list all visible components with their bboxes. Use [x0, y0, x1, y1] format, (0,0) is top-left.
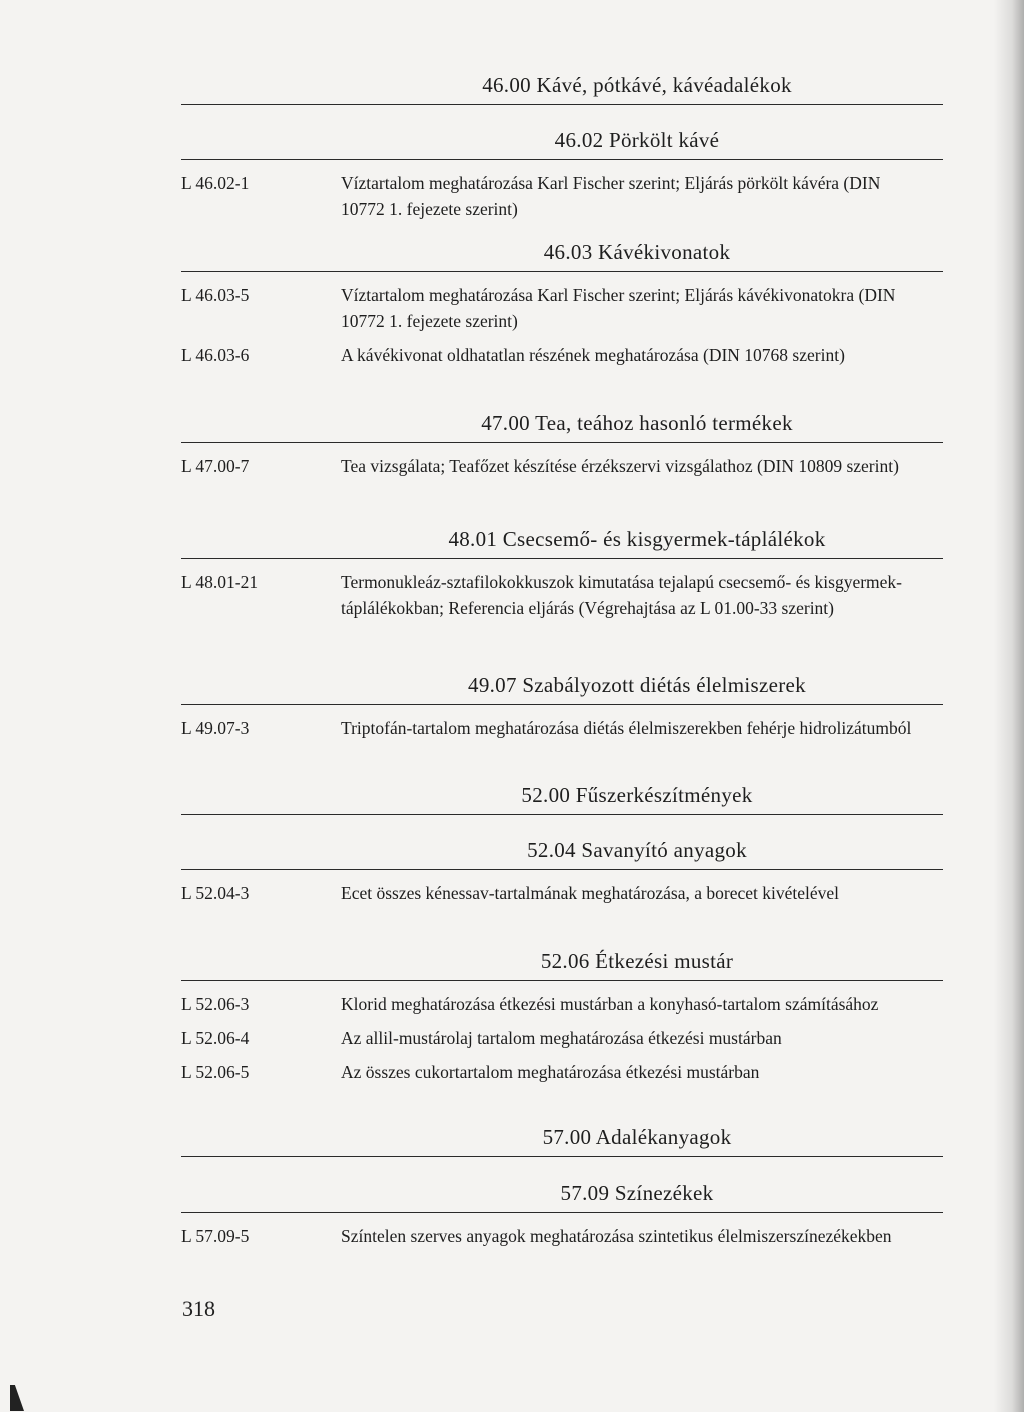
entry-description: Tea vizsgálata; Teafőzet készítése érzékszervi vizsgálathoz (DIN 10809 szerint) — [341, 456, 899, 476]
section-heading: 46.00 Kávé, pótkávé, kávéadalékok — [482, 73, 792, 97]
page-edge-shadow — [994, 0, 1024, 1412]
entry-row — [181, 991, 943, 1017]
entry-code: L 52.04-3 — [181, 883, 250, 903]
entry-description: Víztartalom meghatározása Karl Fischer szerint; Eljárás pörkölt kávéra (DIN 10772 1. fejezete szerint) — [341, 173, 881, 219]
entry-row — [181, 880, 943, 906]
section — [181, 127, 943, 230]
entry-row — [181, 1025, 943, 1051]
section-rule — [181, 980, 943, 981]
entry-list — [181, 880, 943, 906]
section-rule — [181, 814, 943, 815]
page-number: 318 — [182, 1296, 215, 1321]
entry-row — [181, 715, 943, 741]
section-rule — [181, 104, 943, 105]
section-rule — [181, 1156, 943, 1157]
section — [181, 948, 943, 1093]
entry-row — [181, 1223, 943, 1249]
section-heading: 46.03 Kávékivonatok — [543, 240, 731, 264]
section-heading: 52.04 Savanyító anyagok — [527, 838, 747, 862]
section-rule — [181, 704, 943, 705]
section — [181, 410, 943, 487]
entry-row — [181, 569, 943, 621]
entry-row — [181, 1059, 943, 1085]
entry-list — [181, 1223, 943, 1249]
section-rule — [181, 558, 943, 559]
section — [181, 837, 943, 914]
entry-code: L 48.01-21 — [181, 572, 259, 592]
entry-description: A kávékivonat oldhatatlan részének meghatározása (DIN 10768 szerint) — [341, 345, 845, 365]
section — [181, 1124, 943, 1157]
entry-code: L 49.07-3 — [181, 718, 250, 738]
section-rule — [181, 159, 943, 160]
entry-code: L 57.09-5 — [181, 1226, 250, 1246]
entry-code: L 46.02-1 — [181, 173, 250, 193]
entry-description: Ecet összes kénessav-tartalmának meghatározása, a borecet kivételével — [341, 883, 840, 903]
section-rule — [181, 1212, 943, 1213]
entry-description: Színtelen szerves anyagok meghatározása szintetikus élelmiszerszínezékekben — [341, 1226, 892, 1246]
entry-list — [181, 282, 943, 368]
entry-list — [181, 569, 943, 621]
entry-code: L 46.03-5 — [181, 285, 250, 305]
section-heading: 57.09 Színezékek — [560, 1181, 714, 1205]
section-heading: 52.06 Étkezési mustár — [540, 949, 734, 973]
section-rule — [181, 271, 943, 272]
entry-row — [181, 282, 943, 334]
entry-description: Termonukleáz-sztafilokokkuszok kimutatása tejalapú csecsemő- és kisgyermek-táplálékokban; Referencia eljárás (Végrehajtása az L 01.00-33 szerint) — [341, 572, 903, 618]
section-heading: 48.01 Csecsemő- és kisgyermek-táplálékok — [448, 527, 826, 551]
section-heading: 52.00 Fűszerkészítmények — [521, 783, 753, 807]
entry-description: Triptofán-tartalom meghatározása diétás élelmiszerekben fehérje hidrolizátumból — [341, 718, 912, 738]
section-heading: 49.07 Szabályozott diétás élelmiszerek — [468, 673, 806, 697]
section — [181, 672, 943, 749]
entry-description: Az összes cukortartalom meghatározása étkezési mustárban — [341, 1062, 760, 1082]
section-heading: 47.00 Tea, teához hasonló termékek — [481, 411, 793, 435]
entry-code: L 52.06-5 — [181, 1062, 250, 1082]
section — [181, 782, 943, 815]
entry-code: L 46.03-6 — [181, 345, 250, 365]
entry-list — [181, 715, 943, 741]
entry-row — [181, 342, 943, 368]
section — [181, 526, 943, 629]
entry-code: L 47.00-7 — [181, 456, 250, 476]
entry-description: Klorid meghatározása étkezési mustárban a konyhasó-tartalom számításához — [341, 994, 879, 1014]
section-heading: 46.02 Pörkölt kávé — [554, 128, 720, 152]
entry-list — [181, 453, 943, 479]
section-heading: 57.00 Adalékanyagok — [542, 1125, 732, 1149]
entry-row — [181, 453, 943, 479]
section — [181, 1180, 943, 1257]
entry-list — [181, 991, 943, 1085]
entry-description: Az allil-mustárolaj tartalom meghatározása étkezési mustárban — [341, 1028, 782, 1048]
scan-edge-mark — [10, 1385, 24, 1411]
section — [181, 72, 943, 105]
entry-code: L 52.06-3 — [181, 994, 250, 1014]
entry-code: L 52.06-4 — [181, 1028, 250, 1048]
entry-list — [181, 170, 943, 222]
entry-description: Víztartalom meghatározása Karl Fischer szerint; Eljárás kávékivonatokra (DIN 10772 1. fejezete szerint) — [341, 285, 896, 331]
section-rule — [181, 442, 943, 443]
entry-row — [181, 170, 943, 222]
section-rule — [181, 869, 943, 870]
section — [181, 239, 943, 376]
